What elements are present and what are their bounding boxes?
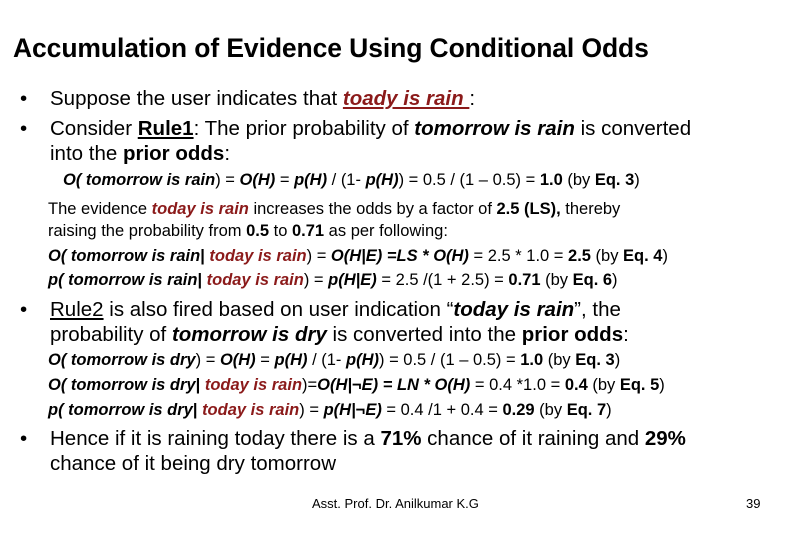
text: ) — [659, 376, 665, 394]
rule2-label: Rule2 — [50, 298, 104, 321]
text: (by — [562, 171, 595, 189]
text: 0.71 — [291, 222, 325, 240]
text: = 0.4 *1.0 = — [470, 376, 565, 394]
text: O(H|¬E) — [317, 376, 379, 394]
text: 1.0 — [539, 171, 563, 189]
text: tomorrow is dry — [66, 376, 196, 394]
text: : — [469, 87, 476, 110]
eq-posterior-odds-dry — [48, 374, 808, 396]
text: p(H|¬E) — [323, 401, 382, 419]
page-number: 39 — [746, 496, 761, 511]
text: )= — [302, 376, 318, 394]
bullet-dot: • — [20, 427, 28, 450]
text: ) = — [215, 171, 240, 189]
text: tomorrow is dry — [171, 323, 327, 346]
text: 0.29 — [502, 401, 535, 419]
text: ) = — [303, 271, 329, 289]
text: 0.71 — [508, 271, 541, 289]
text: =LS * O(H) — [382, 247, 469, 265]
text: 2.5 (LS), — [496, 200, 561, 218]
text: O( — [48, 247, 67, 265]
text: tomorrow is dry — [63, 401, 193, 419]
text: ) — [634, 171, 640, 189]
text: ) — [606, 401, 612, 419]
text: is converted — [574, 117, 692, 140]
text: is converted into the — [326, 323, 522, 346]
text: today is rain — [204, 376, 303, 394]
text: ) — [662, 247, 668, 265]
slide-title: Accumulation of Evidence Using Conditional Odds — [13, 33, 649, 63]
text: ) = 0.5 / (1 – 0.5) = — [398, 171, 540, 189]
text: ) — [612, 271, 618, 289]
text: p( — [48, 401, 64, 419]
text: / (1- — [327, 171, 366, 189]
text: 29% — [644, 427, 686, 450]
text: Hence if it is raining today there is a — [50, 427, 381, 450]
text: = 2.5 /(1 + 2.5) = — [376, 271, 509, 289]
text: into the — [50, 142, 123, 165]
text: / (1- — [307, 351, 346, 369]
text: to — [269, 222, 292, 240]
eq-prior-odds-rain — [63, 169, 810, 191]
text: today is rain — [209, 247, 307, 265]
text: p(H|E) — [328, 271, 377, 289]
text: (by — [590, 247, 624, 265]
text: Eq. 4 — [623, 247, 663, 265]
hypothesis-text: tomorrow is rain — [414, 117, 575, 140]
text: = — [275, 171, 295, 189]
text: O(H) — [219, 351, 256, 369]
text: today is rain — [206, 271, 304, 289]
text: ) = 0.5 / (1 – 0.5) = — [378, 351, 521, 369]
text: as per following: — [324, 222, 448, 240]
text: p(H) — [274, 351, 308, 369]
text: O(H) — [239, 171, 276, 189]
text: Consider — [50, 117, 138, 140]
text: : The prior probability of — [193, 117, 415, 140]
text: probability of — [50, 323, 172, 346]
text: is also fired based on user indication “ — [103, 298, 454, 321]
text: 71% — [380, 427, 422, 450]
text: (by — [540, 271, 573, 289]
text: 1.0 — [520, 351, 544, 369]
text: p( — [48, 271, 64, 289]
evidence-statement — [48, 198, 808, 220]
text: today is rain — [202, 401, 300, 419]
text: (by — [543, 351, 576, 369]
text: O( — [48, 351, 67, 369]
footer-author: Asst. Prof. Dr. Anilkumar K.G — [312, 496, 479, 511]
text: p(H) — [365, 171, 399, 189]
text: today is rain — [151, 200, 249, 218]
text: = LN * O(H) — [378, 376, 471, 394]
text: ) — [614, 351, 621, 369]
text: Eq. 5 — [619, 376, 660, 394]
eq-posterior-prob-rain — [48, 269, 808, 291]
bullet-dot: • — [20, 117, 28, 140]
text: 0.5 — [246, 222, 270, 240]
text: today is rain — [453, 298, 575, 321]
text: prior odds — [521, 323, 624, 346]
evidence-statement-2 — [48, 220, 808, 242]
text: increases the odds by a factor of — [248, 200, 497, 218]
text: (by — [587, 376, 620, 394]
text: ) = — [299, 401, 324, 419]
text: = — [255, 351, 275, 369]
text: ”, the — [574, 298, 621, 321]
text: raising the probability from — [48, 222, 247, 240]
text: Suppose the user indicates that — [50, 87, 343, 110]
text: Eq. 7 — [566, 401, 607, 419]
text: Eq. 6 — [572, 271, 613, 289]
text: Eq. 3 — [575, 351, 615, 369]
rule1-label: Rule1 — [137, 117, 194, 140]
bullet-dot: • — [20, 298, 28, 321]
text: | — [197, 271, 207, 289]
eq-posterior-prob-dry — [48, 399, 808, 421]
text: ) = — [306, 247, 331, 265]
text: 0.4 — [564, 376, 588, 394]
prior-odds-label: prior odds — [122, 142, 225, 165]
text: tomorrow is dry — [66, 351, 196, 369]
text: tomorrow is rain — [66, 247, 201, 265]
text: thereby — [560, 200, 621, 218]
evidence-highlight: toady is rain — [342, 87, 470, 110]
text: O( — [48, 376, 67, 394]
text: ) = — [195, 351, 220, 369]
text: p(H) — [294, 171, 328, 189]
text: p(H) — [346, 351, 379, 369]
text: = 2.5 * 1.0 = — [468, 247, 569, 265]
text: : — [224, 142, 231, 165]
text: tomorrow is rain — [63, 271, 198, 289]
text: chance of it raining and — [421, 427, 645, 450]
text: | — [200, 247, 210, 265]
eq-posterior-odds-rain — [48, 245, 808, 267]
bullet-dot: • — [20, 87, 28, 110]
text: | — [192, 401, 203, 419]
text: O(H|E) — [330, 247, 383, 265]
text: : — [623, 323, 629, 346]
text: 2.5 — [568, 247, 591, 265]
text: The evidence — [48, 200, 152, 218]
text: = 0.4 /1 + 0.4 = — [381, 401, 503, 419]
text: O( — [63, 171, 82, 189]
text: (by — [534, 401, 567, 419]
text: chance of it being dry tomorrow — [50, 452, 336, 475]
text: | — [195, 376, 205, 394]
text: tomorrow is rain — [81, 171, 216, 189]
text: Eq. 3 — [594, 171, 635, 189]
eq-prior-odds-dry — [48, 349, 808, 371]
